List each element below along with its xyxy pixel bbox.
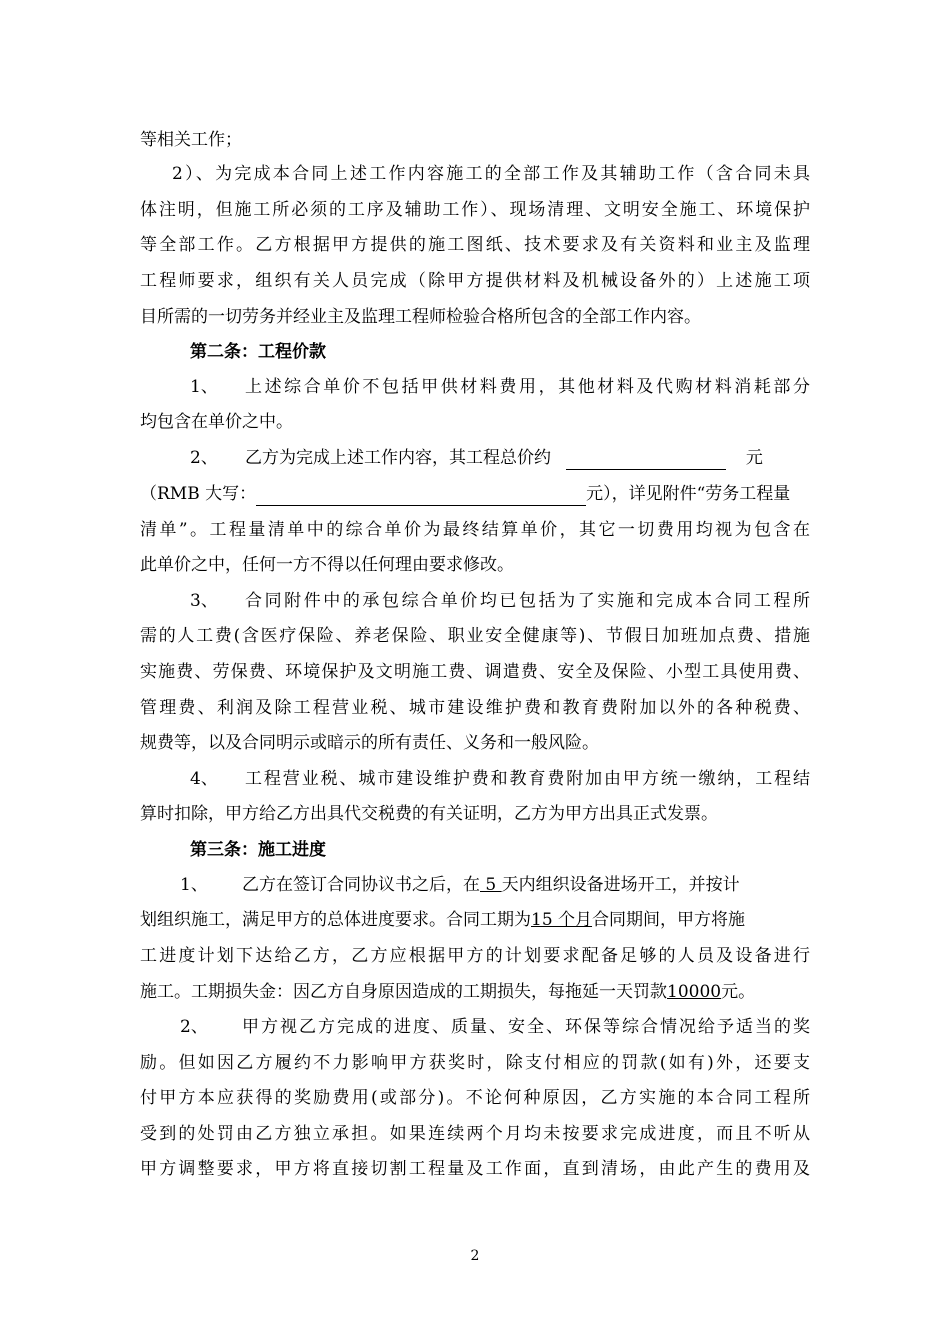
text-line: 等相关工作；: [140, 130, 242, 150]
text-line: 此单价之中，任何一方不得以任何理由要求修改。: [140, 555, 514, 575]
text-line: 清单”。工程量清单中的综合单价为最终结算单价，其它一切费用均视为包含在: [140, 520, 810, 540]
amount-in-words-blank[interactable]: [256, 487, 586, 506]
text-line: [140, 482, 810, 506]
text-line: 甲方视乙方完成的进度、质量、安全、环保等综合情况给予适当的奖: [242, 1017, 810, 1037]
text-segment: 元。: [721, 982, 756, 1002]
text-line: 目所需的一切劳务并经业主及监理工程师检验合格所包含的全部工作内容。: [140, 307, 701, 327]
numbered-paragraph: [190, 375, 810, 399]
text-line: 工程营业税、城市建设维护费和教育费附加由甲方统一缴纳，工程结: [245, 769, 810, 789]
item-number: 1、: [190, 377, 218, 397]
section-heading: 第三条：施工进度: [190, 840, 326, 860]
text-line: [190, 446, 810, 470]
item-number: 4、: [190, 769, 218, 789]
text-line: [180, 873, 810, 897]
text-segment: 元: [745, 448, 763, 468]
text-line: 算时扣除，甲方给乙方出具代交税费的有关证明，乙方为甲方出具正式发票。: [140, 804, 718, 824]
section-heading: 第二条：工程价款: [190, 342, 326, 362]
text-segment: 天内组织设备进场开工，并按计: [501, 875, 740, 895]
text-line: 需的人工费(含医疗保险、养老保险、职业安全健康等)、节假日加班加点费、措施: [140, 626, 810, 646]
text-segment: 施工。工期损失金：因乙方自身原因造成的工期损失，每拖延一天罚款: [140, 982, 667, 1002]
text-line: 受到的处罚由乙方独立承担。如果连续两个月均未按要求完成进度，而且不听从: [140, 1124, 810, 1144]
text-line: 合同附件中的承包综合单价均已包括为了实施和完成本合同工程所: [245, 591, 810, 611]
text-line: 实施费、劳保费、环境保护及文明施工费、调遣费、安全及保险、小型工具使用费、: [140, 662, 810, 682]
text-line: 工进度计划下达给乙方，乙方应根据甲方的计划要求配备足够的人员及设备进行: [140, 946, 810, 966]
text-line: 励。但如因乙方履约不力影响甲方获奖时，除支付相应的罚款(如有)外，还要支: [140, 1053, 810, 1073]
page-number: 2: [470, 1248, 480, 1264]
text-segment: 乙方在签订合同协议书之后，在: [242, 875, 480, 895]
text-line: 规费等，以及合同明示或暗示的所有责任、义务和一般风险。: [140, 733, 599, 753]
item-number: 3、: [190, 591, 218, 611]
text-line: 体注明，但施工所必须的工序及辅助工作）、现场清理、文明安全施工、环境保护: [140, 200, 810, 220]
text-line: [140, 980, 810, 1004]
text-line: 工程师要求，组织有关人员完成（除甲方提供材料及机械设备外的）上述施工项: [140, 271, 810, 291]
text-line: 上述综合单价不包括甲供材料费用，其他材料及代购材料消耗部分: [245, 377, 810, 397]
text-segment: 元），详见附件“劳务工程量: [586, 484, 791, 504]
days-value: 5: [480, 875, 502, 895]
numbered-paragraph: [190, 589, 810, 613]
text-segment: （RMB 大写：: [140, 484, 257, 504]
text-line: 2）、为完成本合同上述工作内容施工的全部工作及其辅助工作（含合同未具: [172, 164, 810, 184]
text-segment: 划组织施工，满足甲方的总体进度要求。合同工期为: [140, 910, 531, 930]
text-segment: 合同期间，甲方将施: [592, 910, 746, 930]
duration-value: 15 个月: [531, 910, 593, 930]
penalty-value: 10000: [667, 982, 722, 1002]
text-line: 管理费、利润及除工程营业税、城市建设维护费和教育费附加以外的各种税费、: [140, 698, 810, 718]
numbered-paragraph: [180, 1015, 810, 1039]
text-line: 付甲方本应获得的奖励费用(或部分)。不论何种原因，乙方实施的本合同工程所: [140, 1088, 810, 1108]
text-line: [140, 908, 810, 932]
text-segment: 乙方为完成上述工作内容，其工程总价约: [245, 448, 551, 468]
text-line: 均包含在单价之中。: [140, 412, 293, 432]
text-line: 甲方调整要求，甲方将直接切割工程量及工作面，直到清场，由此产生的费用及: [140, 1159, 810, 1179]
total-price-blank[interactable]: [566, 451, 726, 470]
text-line: 等全部工作。乙方根据甲方提供的施工图纸、技术要求及有关资料和业主及监理: [140, 235, 810, 255]
item-number: 1、: [180, 875, 208, 895]
item-number: 2、: [190, 448, 218, 468]
numbered-paragraph: [190, 767, 810, 791]
item-number: 2、: [180, 1017, 208, 1037]
